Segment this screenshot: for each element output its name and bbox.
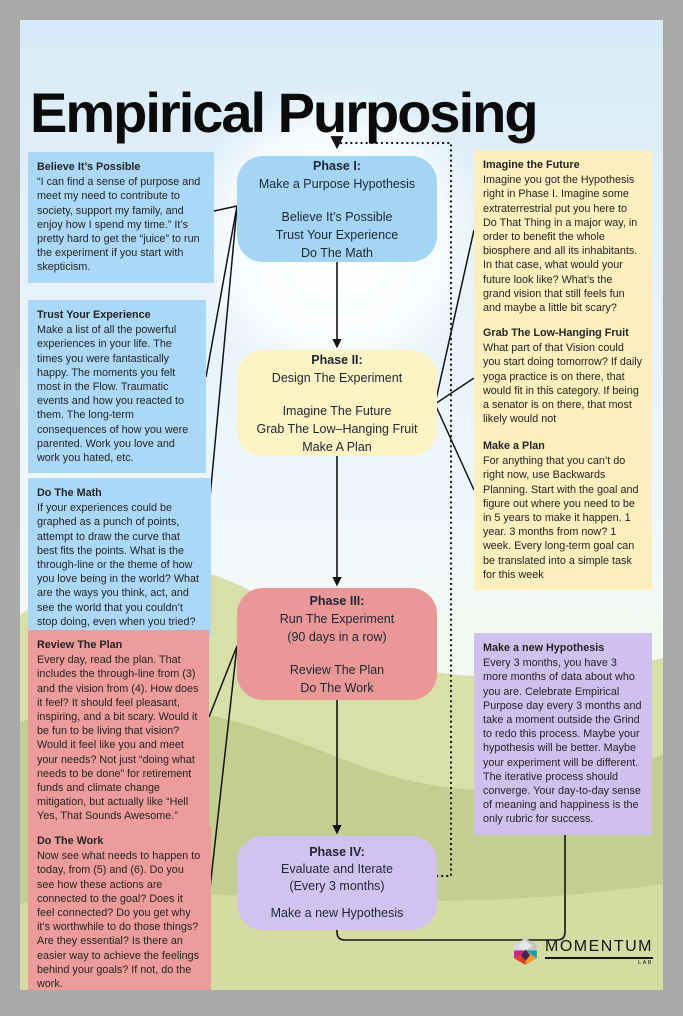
phase-3-heading: Phase III: [309,593,365,608]
note-heading: Trust Your Experience [37,309,151,321]
page-title: Empirical Purposing [30,80,537,144]
phase-4-step: Make a new Hypothesis [270,906,404,920]
phase-1-step: Trust Your Experience [275,227,399,242]
note-body: Make a list of all the powerful experiences in your life. The times you were fantastically happy. The moments you felt most in the Flow. Traumatic events and how you reacted to them. The long-term consequences of how you were parented. Work you love and work you hated, etc. [37,324,189,465]
note-heading: Review The Plan [37,639,123,651]
brand-sub: LAB [638,959,653,966]
brand-name: MOMENTUM [545,938,653,959]
note-body: “I can find a sense of purpose and meet my need to contribute to society, support my family, and enjoy how I spend my time.” It’s pretty hard to get the “juice” to run the experiment if you start with skepticism. [37,176,201,274]
phase-2-step: Make A Plan [302,439,372,454]
note-heading: Do The Math [37,487,102,499]
note-make-new-hypothesis [474,633,652,835]
note-body: Now see what needs to happen to today, from (5) and (6). Do you see how these actions are connected to the goal? Does it feel connected? Do you get why it’s worthwhile to do those things? Are they essential? Is there an easier way to achieve the feelings behind your goals? If not, do the work. [37,850,201,990]
note-heading: Believe It’s Possible [37,161,141,173]
note-grab-low-hanging-fruit [474,318,652,434]
phase-1-box [237,156,437,262]
note-heading: Make a Plan [483,440,545,452]
phase-1-steps [243,208,431,262]
phase-4-box [237,836,437,930]
note-body: If your experiences could be graphed as a punch of points, attempt to draw the curve that best fits the points. What is the through-line or the theme of how you love being in the world? What are the ways you think, act, and see the world that you couldn’t stop doing, even when you tried? [37,502,200,628]
phase-3-step: Review The Plan [289,662,385,677]
note-do-the-work [28,826,211,990]
note-imagine-the-future [474,150,652,323]
note-body: Every day, read the plan. That includes the through-line from (3) and the vision from (4). How does it feel? It should feel pleasant, inspiring, and a bit scary. Would it be fun to be living that vision? Would it feel like you and meet your needs? Not just “doing what needs to be done” for retirement funds and climate change mitigation, but actually like “Hell Yes, That Sounds Awesome.” [37,654,199,823]
note-body: For anything that you can’t do right now, use Backwards Planning. Start with the goal and figure out where you need to be in 5 years to make it happen. 1 year. 3 months from now? 1 week. Every long-term goal can be translated into a simple task for this week [483,455,639,581]
note-body: What part of that Vision could you start doing tomorrow? If daily yoga practice is on there, that would fit in this category. If being a senator is on there, that most likely would not [483,342,643,426]
phase-2-step: Imagine The Future [282,403,392,418]
note-heading: Imagine the Future [483,159,580,171]
phase-3-steps [243,661,431,697]
phase-3-box [237,588,437,700]
phase-3-subtitle: Run The Experiment [279,611,395,626]
momentum-logo-text [545,938,653,966]
momentum-logo [512,936,653,967]
note-believe-its-possible [28,152,214,283]
note-body: Imagine you got the Hypothesis right in Phase I. Imagine some extraterrestrial put you here to Do That Thing in a major way, in order to benefit the whole biosphere and all its inhabitants. In that case, what would your future look like? What’s the grand vision that still feels fun and maybe a little bit scary? [483,174,638,315]
phase-1-step: Believe It’s Possible [281,209,393,224]
phase-1-heading: Phase I: [313,158,361,173]
phase-3-subtitle2: (90 days in a row) [287,629,387,644]
note-body: Every 3 months, you have 3 more months of data about who you are. Celebrate Empirical Purpose day every 3 months and take a moment outside the Grind to redo this process. Maybe your hypothesis will be better. Maybe your experiment will be different. The iterative process should converge. Your day-to-day sense of meaning and happiness is the only rubric for success. [483,657,642,826]
note-do-the-math [28,478,211,637]
phase-2-box [237,350,437,456]
phase-4-steps [243,905,431,922]
note-heading: Make a new Hypothesis [483,642,605,654]
note-heading: Do The Work [37,835,104,847]
phase-1-step: Do The Math [300,245,374,260]
phase-2-subtitle: Design The Experiment [271,370,403,385]
phase-2-heading: Phase II: [311,352,363,367]
poster [20,20,663,990]
phase-3-step: Do The Work [300,680,374,695]
note-review-the-plan [28,630,209,832]
momentum-cube-icon [512,936,539,967]
phase-4-subtitle2: (Every 3 months) [289,879,385,893]
phase-4-heading: Phase IV: [309,845,365,859]
phase-1-subtitle: Make a Purpose Hypothesis [258,176,416,191]
phase-2-step: Grab The Low–Hanging Fruit [256,421,418,436]
phase-4-subtitle: Evaluate and Iterate [281,862,393,876]
phase-2-steps [243,402,431,456]
note-heading: Grab The Low-Hanging Fruit [483,327,629,339]
note-trust-your-experience [28,300,206,473]
note-make-a-plan [474,431,652,590]
